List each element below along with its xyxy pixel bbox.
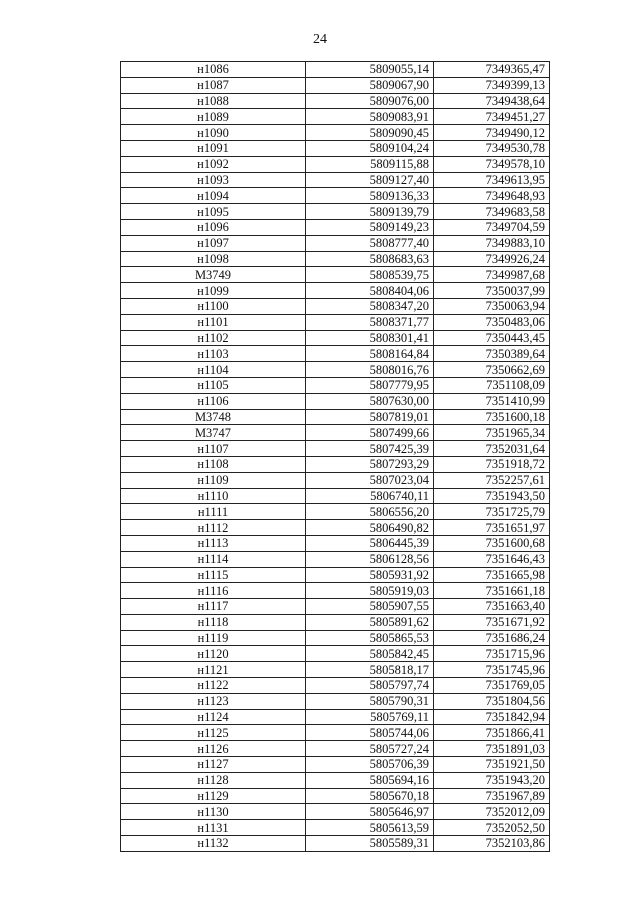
x-coordinate-cell: 5806740,11 bbox=[306, 488, 434, 504]
point-name-cell: н1131 bbox=[121, 820, 306, 836]
y-coordinate-cell: 7351804,56 bbox=[434, 693, 550, 709]
point-name-cell: н1127 bbox=[121, 757, 306, 773]
table-row bbox=[121, 409, 550, 425]
table-row bbox=[121, 520, 550, 536]
table-row bbox=[121, 725, 550, 741]
y-coordinate-cell: 7351646,43 bbox=[434, 551, 550, 567]
x-coordinate-cell: 5807630,00 bbox=[306, 393, 434, 409]
table-row bbox=[121, 330, 550, 346]
point-name-cell: М3747 bbox=[121, 425, 306, 441]
y-coordinate-cell: 7351842,94 bbox=[434, 709, 550, 725]
table-row bbox=[121, 77, 550, 93]
table-row bbox=[121, 235, 550, 251]
y-coordinate-cell: 7352031,64 bbox=[434, 441, 550, 457]
y-coordinate-cell: 7349926,24 bbox=[434, 251, 550, 267]
y-coordinate-cell: 7349438,64 bbox=[434, 93, 550, 109]
table-row bbox=[121, 188, 550, 204]
point-name-cell: н1129 bbox=[121, 788, 306, 804]
y-coordinate-cell: 7349683,58 bbox=[434, 204, 550, 220]
x-coordinate-cell: 5805865,53 bbox=[306, 630, 434, 646]
x-coordinate-cell: 5806556,20 bbox=[306, 504, 434, 520]
point-name-cell: н1121 bbox=[121, 662, 306, 678]
x-coordinate-cell: 5805613,59 bbox=[306, 820, 434, 836]
point-name-cell: н1094 bbox=[121, 188, 306, 204]
coordinates-table-body bbox=[121, 62, 550, 852]
table-row bbox=[121, 741, 550, 757]
x-coordinate-cell: 5809149,23 bbox=[306, 219, 434, 235]
y-coordinate-cell: 7350662,69 bbox=[434, 362, 550, 378]
y-coordinate-cell: 7351943,20 bbox=[434, 772, 550, 788]
point-name-cell: н1100 bbox=[121, 298, 306, 314]
y-coordinate-cell: 7350063,94 bbox=[434, 298, 550, 314]
table-row bbox=[121, 377, 550, 393]
table-row bbox=[121, 298, 550, 314]
x-coordinate-cell: 5809067,90 bbox=[306, 77, 434, 93]
x-coordinate-cell: 5809136,33 bbox=[306, 188, 434, 204]
y-coordinate-cell: 7351866,41 bbox=[434, 725, 550, 741]
point-name-cell: н1091 bbox=[121, 140, 306, 156]
y-coordinate-cell: 7350483,06 bbox=[434, 314, 550, 330]
table-row bbox=[121, 614, 550, 630]
y-coordinate-cell: 7352052,50 bbox=[434, 820, 550, 836]
x-coordinate-cell: 5805891,62 bbox=[306, 614, 434, 630]
table-row bbox=[121, 472, 550, 488]
table-row bbox=[121, 693, 550, 709]
y-coordinate-cell: 7351745,96 bbox=[434, 662, 550, 678]
point-name-cell: н1126 bbox=[121, 741, 306, 757]
table-row bbox=[121, 267, 550, 283]
x-coordinate-cell: 5805790,31 bbox=[306, 693, 434, 709]
table-row bbox=[121, 662, 550, 678]
x-coordinate-cell: 5809055,14 bbox=[306, 62, 434, 78]
point-name-cell: н1093 bbox=[121, 172, 306, 188]
point-name-cell: н1107 bbox=[121, 441, 306, 457]
y-coordinate-cell: 7349490,12 bbox=[434, 125, 550, 141]
point-name-cell: н1109 bbox=[121, 472, 306, 488]
y-coordinate-cell: 7350389,64 bbox=[434, 346, 550, 362]
x-coordinate-cell: 5809127,40 bbox=[306, 172, 434, 188]
coordinates-table bbox=[120, 61, 550, 852]
x-coordinate-cell: 5807023,04 bbox=[306, 472, 434, 488]
y-coordinate-cell: 7349399,13 bbox=[434, 77, 550, 93]
y-coordinate-cell: 7349883,10 bbox=[434, 235, 550, 251]
y-coordinate-cell: 7349648,93 bbox=[434, 188, 550, 204]
table-row bbox=[121, 630, 550, 646]
point-name-cell: н1112 bbox=[121, 520, 306, 536]
point-name-cell: н1104 bbox=[121, 362, 306, 378]
point-name-cell: н1116 bbox=[121, 583, 306, 599]
y-coordinate-cell: 7351921,50 bbox=[434, 757, 550, 773]
table-row bbox=[121, 441, 550, 457]
y-coordinate-cell: 7352012,09 bbox=[434, 804, 550, 820]
y-coordinate-cell: 7352103,86 bbox=[434, 836, 550, 852]
point-name-cell: н1101 bbox=[121, 314, 306, 330]
point-name-cell: н1098 bbox=[121, 251, 306, 267]
y-coordinate-cell: 7351651,97 bbox=[434, 520, 550, 536]
x-coordinate-cell: 5809115,88 bbox=[306, 156, 434, 172]
x-coordinate-cell: 5807779,95 bbox=[306, 377, 434, 393]
x-coordinate-cell: 5808777,40 bbox=[306, 235, 434, 251]
x-coordinate-cell: 5805797,74 bbox=[306, 678, 434, 694]
y-coordinate-cell: 7351671,92 bbox=[434, 614, 550, 630]
x-coordinate-cell: 5805744,06 bbox=[306, 725, 434, 741]
x-coordinate-cell: 5805931,92 bbox=[306, 567, 434, 583]
y-coordinate-cell: 7351665,98 bbox=[434, 567, 550, 583]
point-name-cell: н1114 bbox=[121, 551, 306, 567]
point-name-cell: н1089 bbox=[121, 109, 306, 125]
table-row bbox=[121, 646, 550, 662]
table-row bbox=[121, 283, 550, 299]
table-row bbox=[121, 488, 550, 504]
y-coordinate-cell: 7351769,05 bbox=[434, 678, 550, 694]
y-coordinate-cell: 7351686,24 bbox=[434, 630, 550, 646]
table-row bbox=[121, 836, 550, 852]
point-name-cell: н1132 bbox=[121, 836, 306, 852]
x-coordinate-cell: 5806490,82 bbox=[306, 520, 434, 536]
point-name-cell: н1118 bbox=[121, 614, 306, 630]
y-coordinate-cell: 7351725,79 bbox=[434, 504, 550, 520]
y-coordinate-cell: 7351918,72 bbox=[434, 456, 550, 472]
x-coordinate-cell: 5808539,75 bbox=[306, 267, 434, 283]
point-name-cell: н1110 bbox=[121, 488, 306, 504]
x-coordinate-cell: 5805907,55 bbox=[306, 599, 434, 615]
table-row bbox=[121, 93, 550, 109]
table-row bbox=[121, 425, 550, 441]
x-coordinate-cell: 5805842,45 bbox=[306, 646, 434, 662]
y-coordinate-cell: 7349365,47 bbox=[434, 62, 550, 78]
point-name-cell: н1106 bbox=[121, 393, 306, 409]
table-row bbox=[121, 204, 550, 220]
table-row bbox=[121, 709, 550, 725]
y-coordinate-cell: 7351943,50 bbox=[434, 488, 550, 504]
y-coordinate-cell: 7349704,59 bbox=[434, 219, 550, 235]
point-name-cell: н1130 bbox=[121, 804, 306, 820]
x-coordinate-cell: 5807819,01 bbox=[306, 409, 434, 425]
x-coordinate-cell: 5808301,41 bbox=[306, 330, 434, 346]
x-coordinate-cell: 5809104,24 bbox=[306, 140, 434, 156]
table-row bbox=[121, 456, 550, 472]
x-coordinate-cell: 5807425,39 bbox=[306, 441, 434, 457]
table-row bbox=[121, 109, 550, 125]
point-name-cell: н1099 bbox=[121, 283, 306, 299]
x-coordinate-cell: 5807499,66 bbox=[306, 425, 434, 441]
x-coordinate-cell: 5809083,91 bbox=[306, 109, 434, 125]
point-name-cell: н1090 bbox=[121, 125, 306, 141]
x-coordinate-cell: 5805670,18 bbox=[306, 788, 434, 804]
table-row bbox=[121, 140, 550, 156]
point-name-cell: н1108 bbox=[121, 456, 306, 472]
y-coordinate-cell: 7351661,18 bbox=[434, 583, 550, 599]
table-row bbox=[121, 346, 550, 362]
table-row bbox=[121, 172, 550, 188]
table-row bbox=[121, 156, 550, 172]
table-row bbox=[121, 567, 550, 583]
y-coordinate-cell: 7351600,18 bbox=[434, 409, 550, 425]
point-name-cell: М3749 bbox=[121, 267, 306, 283]
y-coordinate-cell: 7349451,27 bbox=[434, 109, 550, 125]
table-row bbox=[121, 820, 550, 836]
x-coordinate-cell: 5805706,39 bbox=[306, 757, 434, 773]
y-coordinate-cell: 7351600,68 bbox=[434, 535, 550, 551]
table-row bbox=[121, 678, 550, 694]
x-coordinate-cell: 5806128,56 bbox=[306, 551, 434, 567]
x-coordinate-cell: 5805769,11 bbox=[306, 709, 434, 725]
point-name-cell: н1115 bbox=[121, 567, 306, 583]
point-name-cell: н1128 bbox=[121, 772, 306, 788]
table-row bbox=[121, 362, 550, 378]
point-name-cell: н1125 bbox=[121, 725, 306, 741]
x-coordinate-cell: 5805919,03 bbox=[306, 583, 434, 599]
x-coordinate-cell: 5805818,17 bbox=[306, 662, 434, 678]
table-row bbox=[121, 504, 550, 520]
y-coordinate-cell: 7350037,99 bbox=[434, 283, 550, 299]
x-coordinate-cell: 5805727,24 bbox=[306, 741, 434, 757]
page-number: 24 bbox=[313, 32, 327, 47]
table-row bbox=[121, 393, 550, 409]
y-coordinate-cell: 7349613,95 bbox=[434, 172, 550, 188]
point-name-cell: н1087 bbox=[121, 77, 306, 93]
table-row bbox=[121, 757, 550, 773]
point-name-cell: н1113 bbox=[121, 535, 306, 551]
x-coordinate-cell: 5808371,77 bbox=[306, 314, 434, 330]
x-coordinate-cell: 5808404,06 bbox=[306, 283, 434, 299]
table-row bbox=[121, 219, 550, 235]
x-coordinate-cell: 5806445,39 bbox=[306, 535, 434, 551]
point-name-cell: н1097 bbox=[121, 235, 306, 251]
point-name-cell: н1102 bbox=[121, 330, 306, 346]
table-row bbox=[121, 804, 550, 820]
table-row bbox=[121, 788, 550, 804]
table-row bbox=[121, 314, 550, 330]
point-name-cell: н1119 bbox=[121, 630, 306, 646]
x-coordinate-cell: 5808683,63 bbox=[306, 251, 434, 267]
x-coordinate-cell: 5808016,76 bbox=[306, 362, 434, 378]
table-row bbox=[121, 62, 550, 78]
x-coordinate-cell: 5809090,45 bbox=[306, 125, 434, 141]
x-coordinate-cell: 5808347,20 bbox=[306, 298, 434, 314]
point-name-cell: н1122 bbox=[121, 678, 306, 694]
point-name-cell: н1086 bbox=[121, 62, 306, 78]
y-coordinate-cell: 7350443,45 bbox=[434, 330, 550, 346]
table-row bbox=[121, 551, 550, 567]
table-row bbox=[121, 125, 550, 141]
point-name-cell: н1096 bbox=[121, 219, 306, 235]
table-row bbox=[121, 599, 550, 615]
y-coordinate-cell: 7351663,40 bbox=[434, 599, 550, 615]
y-coordinate-cell: 7351891,03 bbox=[434, 741, 550, 757]
table-row bbox=[121, 535, 550, 551]
table-row bbox=[121, 251, 550, 267]
point-name-cell: н1103 bbox=[121, 346, 306, 362]
point-name-cell: М3748 bbox=[121, 409, 306, 425]
point-name-cell: н1124 bbox=[121, 709, 306, 725]
x-coordinate-cell: 5807293,29 bbox=[306, 456, 434, 472]
point-name-cell: н1105 bbox=[121, 377, 306, 393]
y-coordinate-cell: 7351410,99 bbox=[434, 393, 550, 409]
point-name-cell: н1117 bbox=[121, 599, 306, 615]
x-coordinate-cell: 5808164,84 bbox=[306, 346, 434, 362]
point-name-cell: н1088 bbox=[121, 93, 306, 109]
x-coordinate-cell: 5809076,00 bbox=[306, 93, 434, 109]
y-coordinate-cell: 7349530,78 bbox=[434, 140, 550, 156]
point-name-cell: н1120 bbox=[121, 646, 306, 662]
y-coordinate-cell: 7351965,34 bbox=[434, 425, 550, 441]
point-name-cell: н1123 bbox=[121, 693, 306, 709]
table-row bbox=[121, 772, 550, 788]
y-coordinate-cell: 7351108,09 bbox=[434, 377, 550, 393]
point-name-cell: н1092 bbox=[121, 156, 306, 172]
x-coordinate-cell: 5805694,16 bbox=[306, 772, 434, 788]
point-name-cell: н1111 bbox=[121, 504, 306, 520]
y-coordinate-cell: 7349987,68 bbox=[434, 267, 550, 283]
x-coordinate-cell: 5805646,97 bbox=[306, 804, 434, 820]
x-coordinate-cell: 5805589,31 bbox=[306, 836, 434, 852]
y-coordinate-cell: 7351715,96 bbox=[434, 646, 550, 662]
y-coordinate-cell: 7351967,89 bbox=[434, 788, 550, 804]
point-name-cell: н1095 bbox=[121, 204, 306, 220]
table-row bbox=[121, 583, 550, 599]
y-coordinate-cell: 7352257,61 bbox=[434, 472, 550, 488]
x-coordinate-cell: 5809139,79 bbox=[306, 204, 434, 220]
y-coordinate-cell: 7349578,10 bbox=[434, 156, 550, 172]
